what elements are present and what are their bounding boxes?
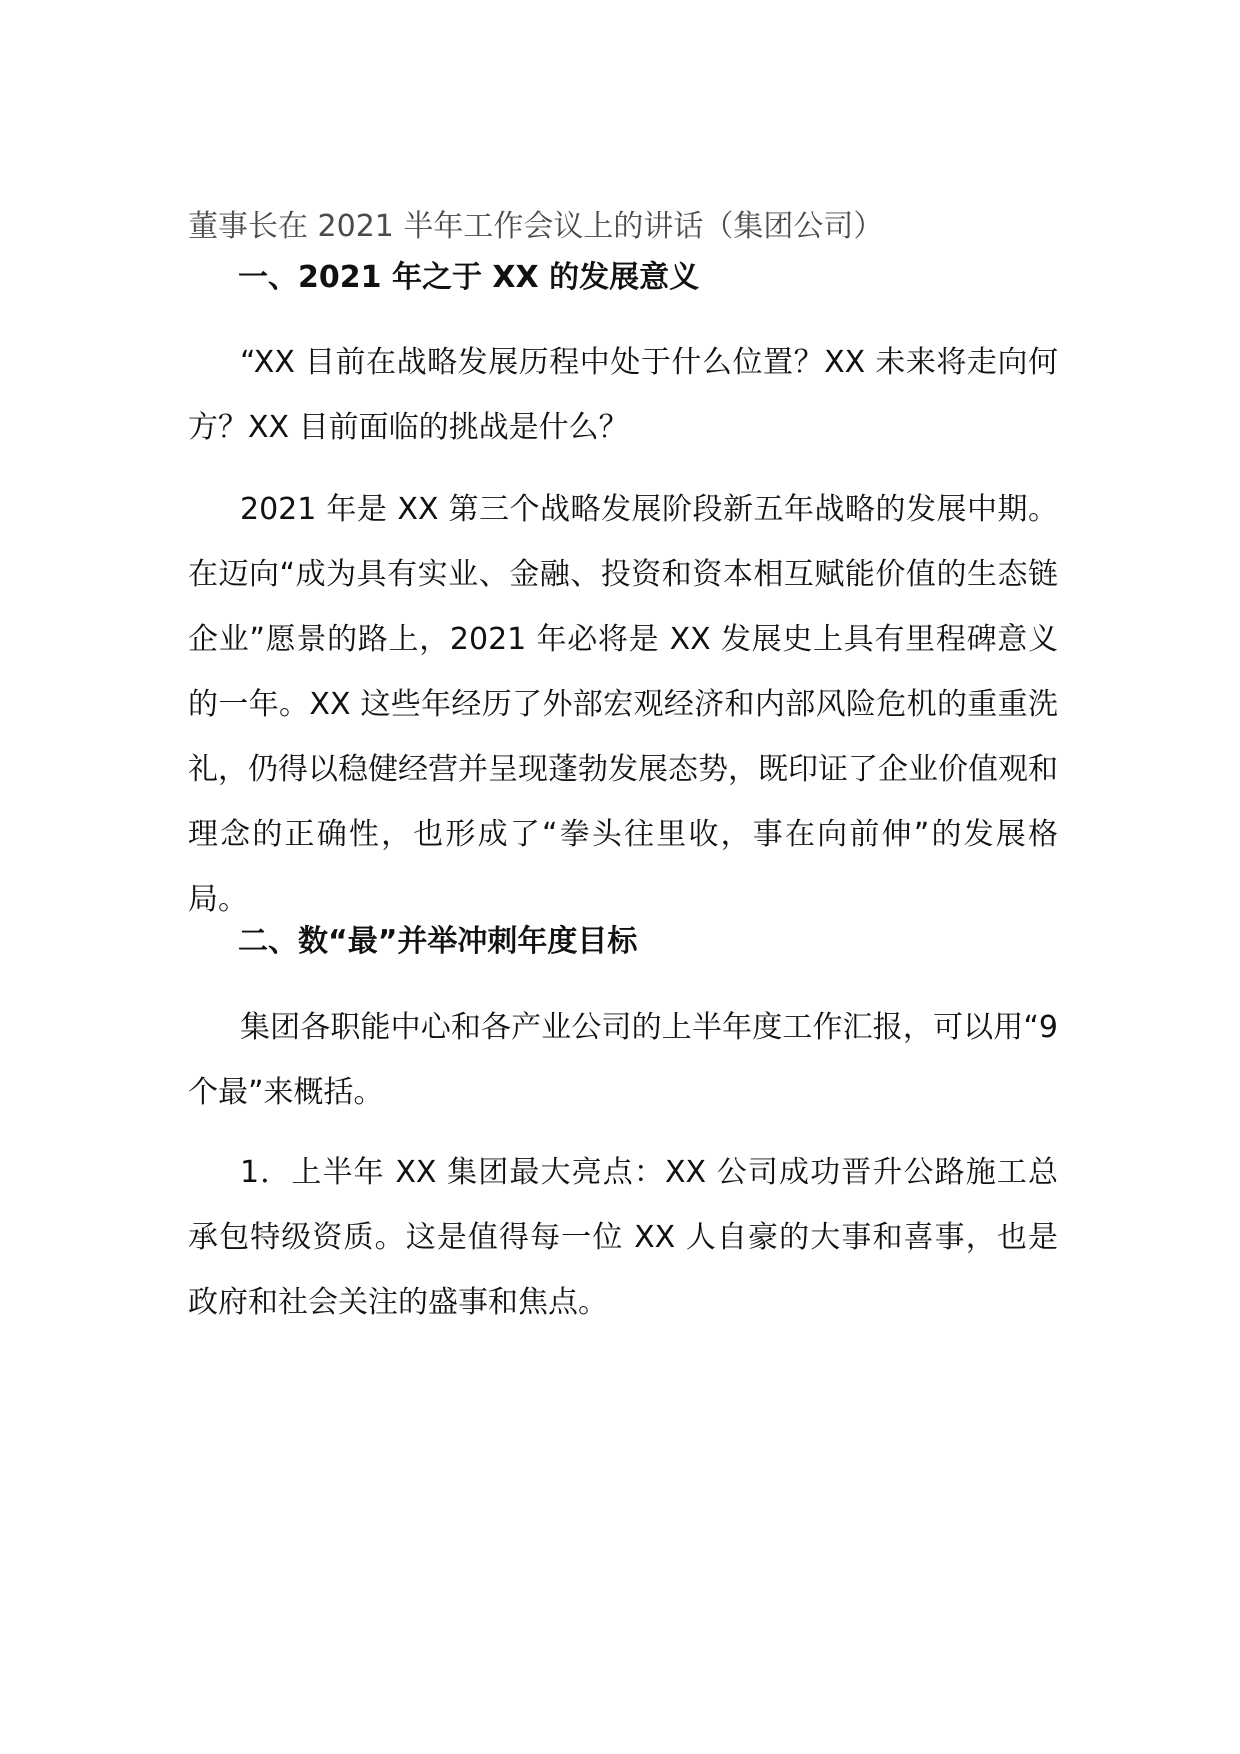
section-1-paragraph-1: “XX 目前在战略发展历程中处于什么位置？XX 未来将走向何方？XX 目前面临的挑战是什么？ bbox=[188, 345, 1058, 445]
section-2-paragraph-1: 集团各职能中心和各产业公司的上半年度工作汇报，可以用“9 个最”来概括。 bbox=[188, 1010, 1058, 1110]
section-1-paragraph-2: 2021 年是 XX 第三个战略发展阶段新五年战略的发展中期。在迈向“成为具有实业、金融、投资和资本相互赋能价值的生态链企业”愿景的路上，2021 年必将是 XX 发展史上具有里程碑意义的一年。XX 这些年经历了外部宏观经济和内部风险危机的重重洗礼，仍得以稳健经营并呈现蓬勃发展态势，既印证了企业价值观和理念的正确性，也形成了“拳头往里收，事在向前伸”的发展格局。 bbox=[188, 492, 1058, 917]
document-title: 董事长在 2021 半年工作会议上的讲话（集团公司） bbox=[188, 209, 884, 244]
section-1-heading: 一、2021 年之于 XX 的发展意义 bbox=[238, 260, 700, 295]
section-2-heading: 二、数“最”并举冲刺年度目标 bbox=[238, 924, 638, 959]
section-2-item-1: 1．上半年 XX 集团最大亮点：XX 公司成功晋升公路施工总承包特级资质。这是值得每一位 XX 人自豪的大事和喜事，也是政府和社会关注的盛事和焦点。 bbox=[188, 1155, 1058, 1320]
